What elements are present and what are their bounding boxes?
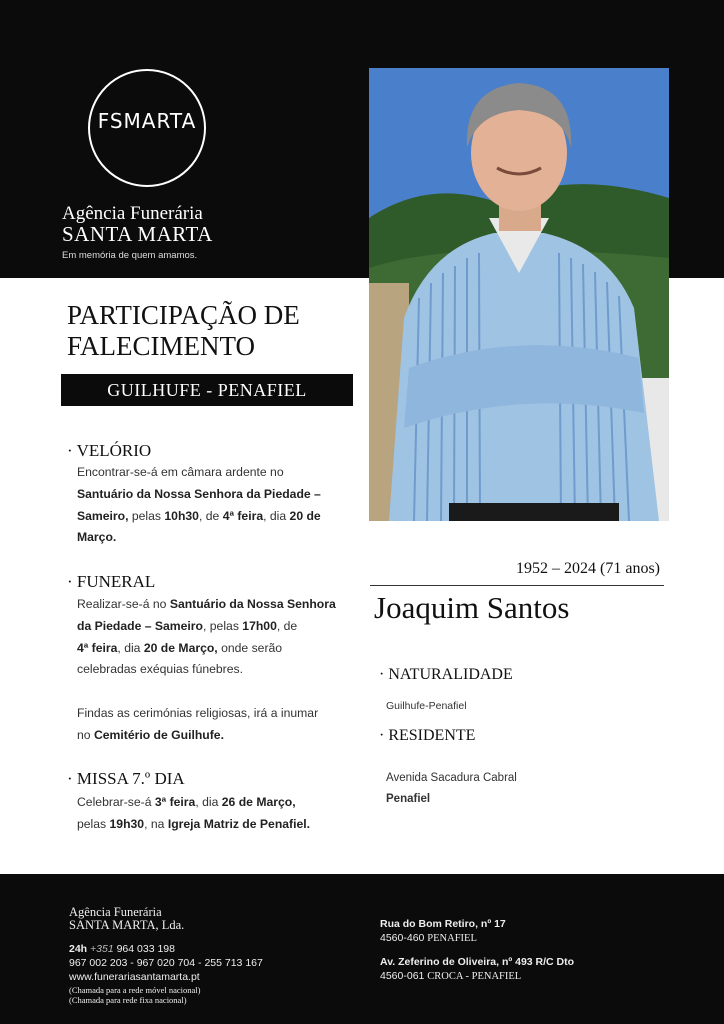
footer-company-line2: SANTA MARTA, Lda.: [69, 918, 185, 932]
footer-address1-street: Rua do Bom Retiro, nº 17: [380, 918, 506, 930]
residente-heading: · RESIDENTE: [379, 727, 476, 744]
funeral-heading: · FUNERAL: [67, 572, 156, 591]
footer-address1-city: 4560-460 PENAFIEL: [380, 932, 477, 944]
funeral-line4: celebradas exéquias fúnebres.: [77, 662, 243, 677]
logo-text: FSMARTA: [97, 109, 197, 133]
footer-note-mobile: (Chamada para a rede móvel nacional): [69, 985, 201, 995]
deceased-name: Joaquim Santos: [374, 590, 570, 625]
portrait-illustration: [369, 68, 669, 521]
funeral-line6: no Cemitério de Guilhufe.: [77, 727, 224, 742]
footer: [0, 874, 724, 1024]
footer-company-line1: Agência Funerária: [69, 905, 162, 919]
footer-phone-24h: 24h +351 964 033 198: [69, 943, 175, 955]
notice-title-line1: PARTICIPAÇÃO DE: [67, 300, 300, 330]
velorio-line4: Março.: [77, 530, 117, 545]
footer-address2-street: Av. Zeferino de Oliveira, nº 493 R/C Dto: [380, 956, 575, 968]
deceased-photo: [369, 68, 669, 521]
name-divider: [370, 585, 664, 586]
velorio-line2: Santuário da Nossa Senhora da Piedade –: [77, 486, 321, 501]
naturalidade-value: Guilhufe-Penafiel: [386, 700, 467, 712]
residente-line1: Avenida Sacadura Cabral: [386, 772, 517, 784]
footer-note-fixed: (Chamada para rede fixa nacional): [69, 995, 187, 1005]
velorio-line1: Encontrar-se-á em câmara ardente no: [77, 465, 284, 479]
residente-value: [386, 768, 517, 810]
missa-line2: pelas 19h30, na Igreja Matriz de Penafiel.: [77, 816, 311, 831]
velorio-line3: Sameiro, pelas 10h30, de 4ª feira, dia 20 de: [77, 508, 321, 523]
agency-tagline: Em memória de quem amamos.: [62, 250, 198, 261]
agency-logo: [88, 69, 206, 187]
footer-address2-city: 4560-061 CROCA - PENAFIEL: [380, 970, 522, 982]
funeral-body: [77, 594, 362, 747]
missa-line1: Celebrar-se-á 3ª feira, dia 26 de Março,: [77, 795, 296, 809]
funeral-line5: Findas as cerimónias religiosas, irá a inumar: [77, 706, 319, 721]
missa-body: [77, 792, 362, 836]
footer-website[interactable]: www.funerariasantamarta.pt: [69, 971, 200, 983]
naturalidade-heading: · NATURALIDADE: [379, 666, 513, 683]
funeral-line2: da Piedade – Sameiro, pelas 17h00, de: [77, 618, 298, 633]
agency-name-line1: Agência Funerária: [62, 203, 203, 224]
funeral-line3: 4ª feira, dia 20 de Março, onde serão: [77, 640, 283, 655]
velorio-body: [77, 462, 362, 549]
location-banner: GUILHUFE - PENAFIEL: [61, 374, 353, 406]
footer-phones: 967 002 203 - 967 020 704 - 255 713 167: [69, 957, 263, 969]
funeral-line1: Realizar-se-á no Santuário da Nossa Senhora: [77, 597, 336, 611]
velorio-heading: · VELÓRIO: [67, 441, 152, 460]
missa-heading: · MISSA 7.º DIA: [67, 769, 185, 788]
residente-line2: Penafiel: [386, 793, 431, 805]
life-years: 1952 – 2024 (71 anos): [516, 560, 660, 577]
agency-name-line2: SANTA MARTA: [62, 222, 213, 246]
notice-title-line2: FALECIMENTO: [67, 331, 255, 361]
